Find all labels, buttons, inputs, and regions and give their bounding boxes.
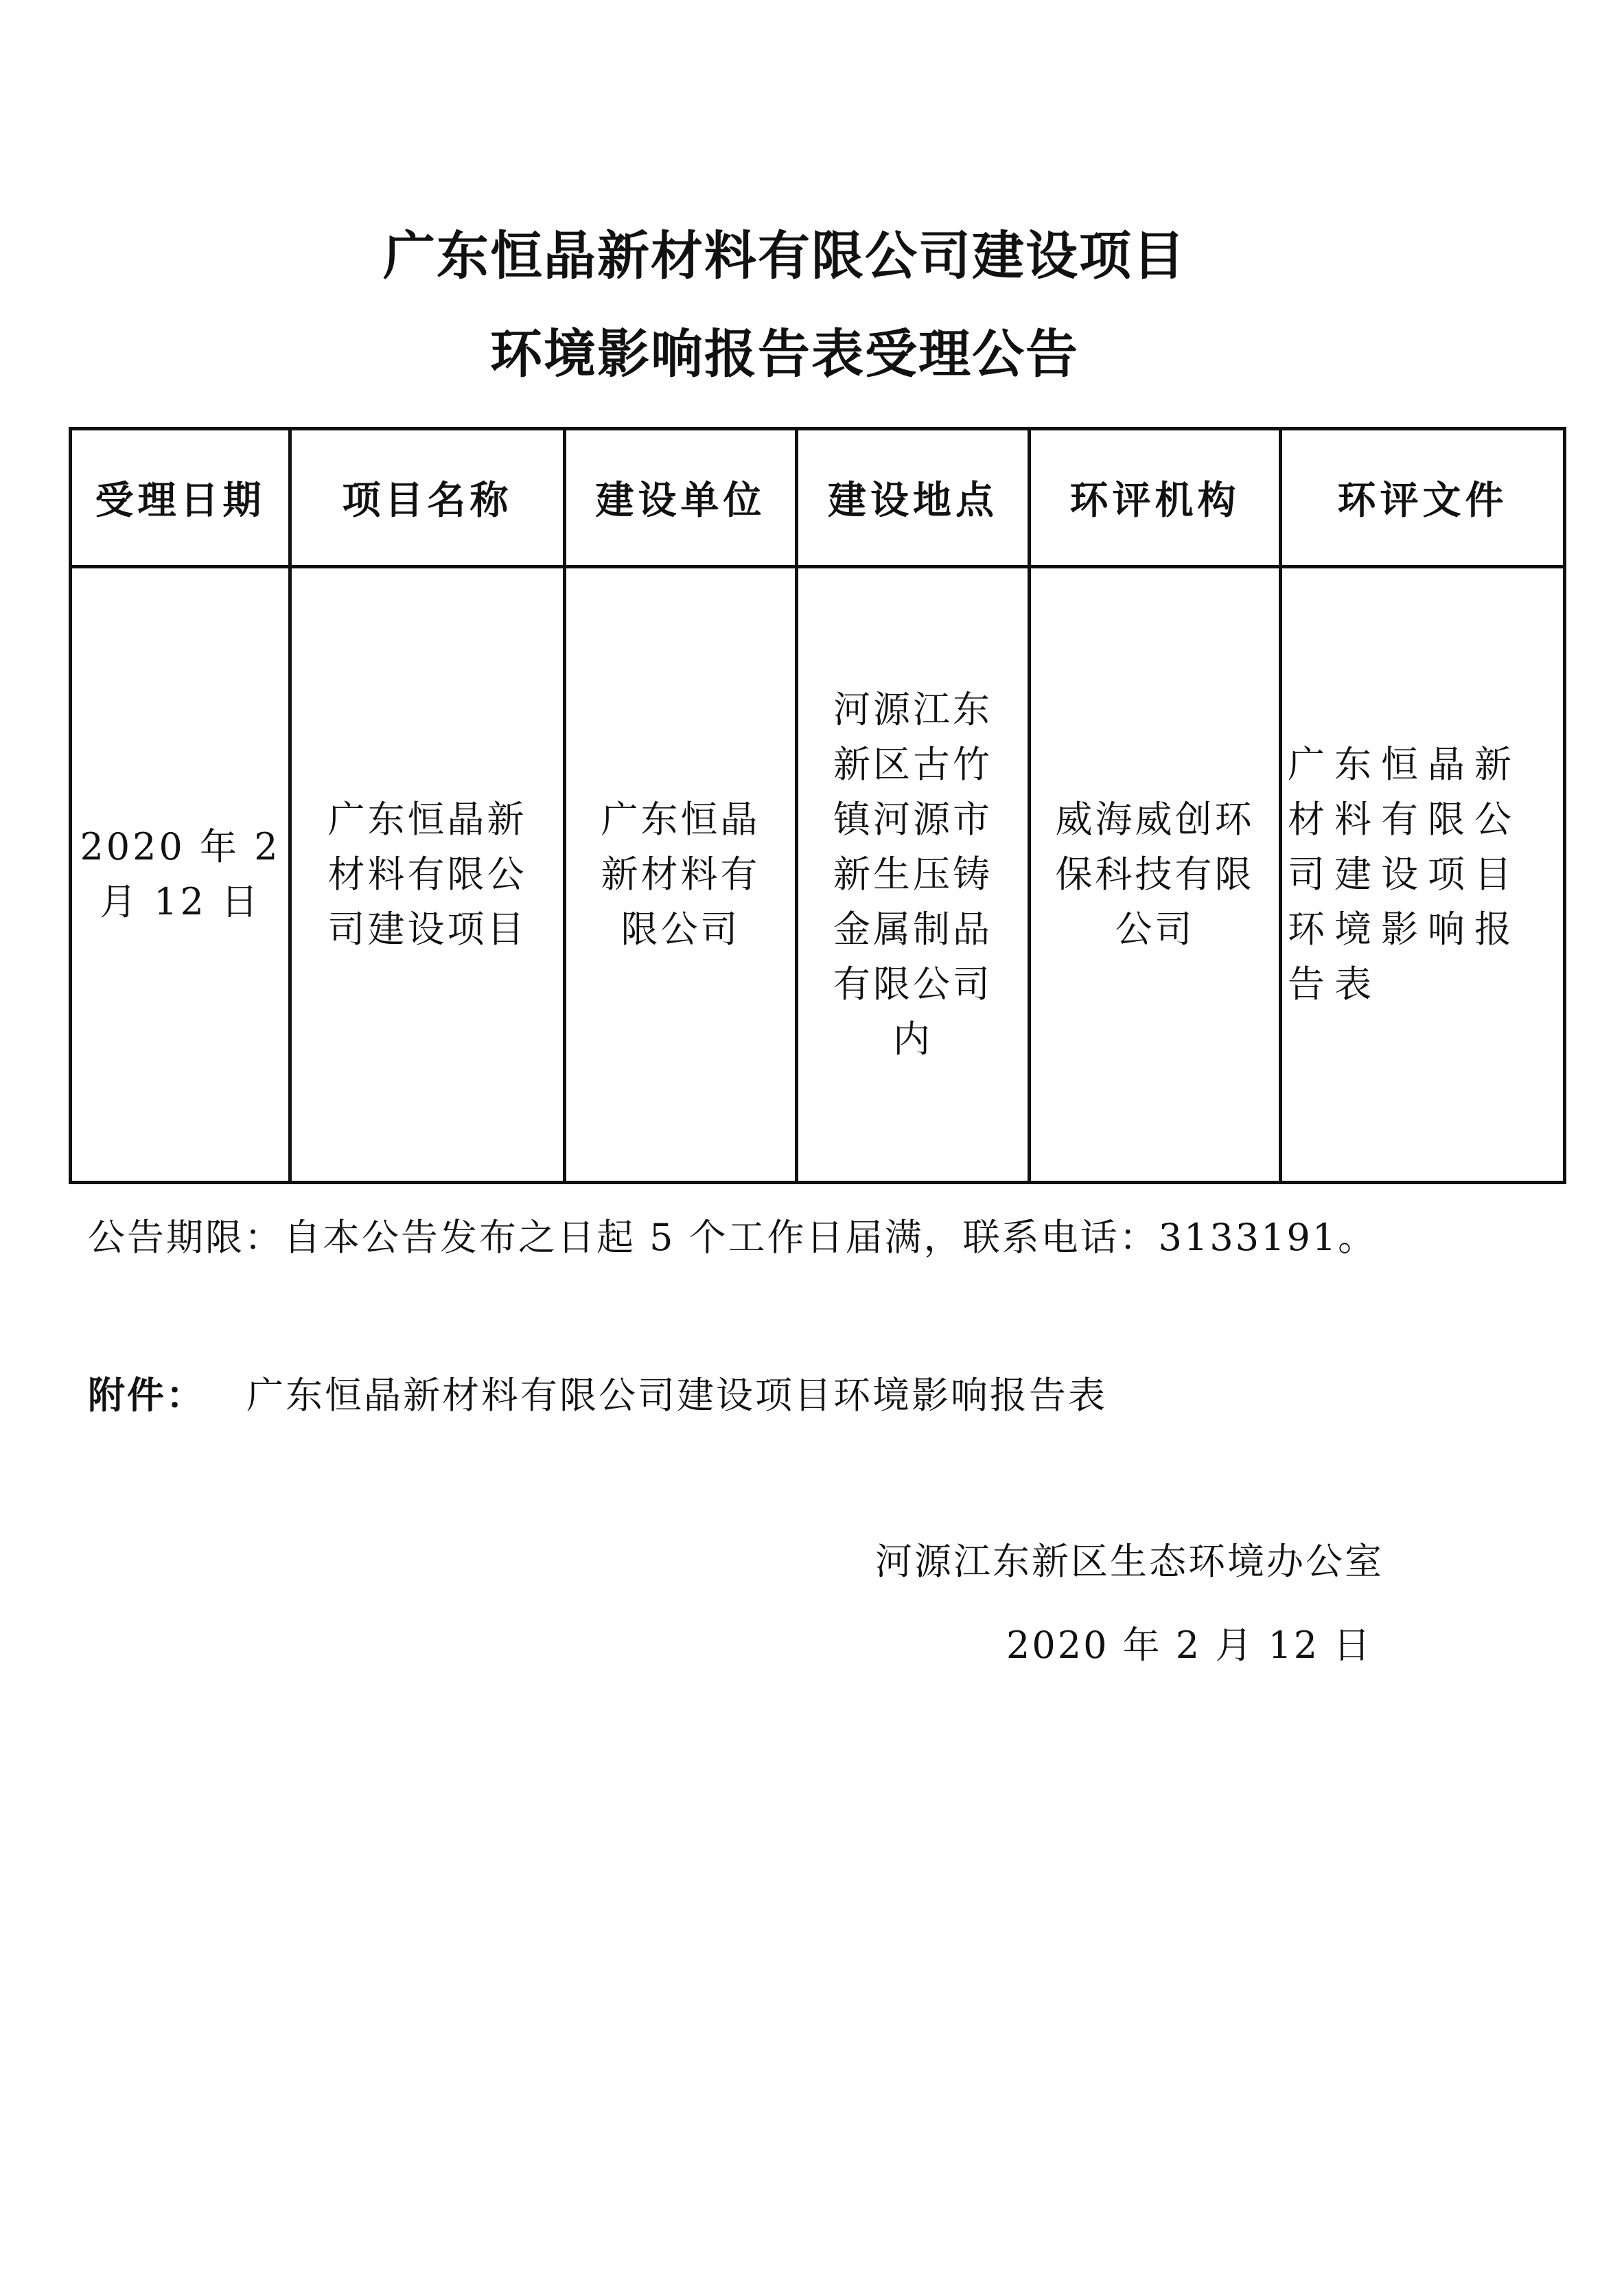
cell-line: 新生压铸 [833, 853, 993, 896]
issuing-office: 河源江东新区生态环境办公室 [875, 1540, 1384, 1583]
cell-line: 威海威创环 [1055, 798, 1255, 841]
attachment-label: 附件： [88, 1374, 205, 1417]
cell-line: 新区古竹 [833, 743, 993, 786]
notice-period-text: 公告期限：自本公告发布之日起 5 个工作日届满，联系电话：3133191。 [88, 1216, 1378, 1259]
cell-line: 镇河源市 [833, 798, 993, 841]
cell-eia-agency [1030, 567, 1281, 1183]
cell-eia-document [1281, 567, 1565, 1183]
header-eia-agency: 环评机构 [1030, 429, 1281, 567]
cell-line: 月 12 日 [99, 880, 262, 923]
cell-line: 金属制品 [833, 908, 993, 951]
cell-line: 2020 年 2 [80, 825, 281, 868]
attachment-line [88, 1366, 1107, 1419]
cell-line: 河源江东 [833, 688, 993, 731]
issue-date: 2020 年 2 月 12 日 [1006, 1624, 1373, 1667]
cell-construction-site [797, 567, 1030, 1183]
header-acceptance-date: 受理日期 [71, 429, 290, 567]
cell-line: 司建设项目 [327, 908, 527, 951]
attachment-link[interactable]: 广东恒晶新材料有限公司建设项目环境影响报告表 [246, 1374, 1107, 1417]
header-project-name: 项目名称 [290, 429, 565, 567]
cell-line: 司建设项目 [1288, 853, 1521, 896]
header-construction-unit: 建设单位 [565, 429, 797, 567]
cell-line: 广东恒晶 [601, 798, 761, 841]
cell-line: 内 [893, 1017, 933, 1061]
cell-line: 材料有限公 [327, 853, 527, 896]
cell-line: 广东恒晶新 [1288, 743, 1521, 786]
cell-line: 材料有限公 [1288, 798, 1521, 841]
table-row [71, 567, 1565, 1183]
cell-construction-unit [565, 567, 797, 1183]
header-eia-document: 环评文件 [1281, 429, 1565, 567]
cell-line: 广东恒晶新 [327, 798, 527, 841]
cell-line: 有限公司 [833, 962, 993, 1006]
cell-acceptance-date [71, 567, 290, 1183]
table-header-row [71, 429, 1565, 567]
cell-project-name [290, 567, 565, 1183]
cell-line: 环境影响报 [1288, 908, 1521, 951]
cell-line: 新材料有 [601, 853, 761, 896]
cell-line: 保科技有限 [1055, 853, 1255, 896]
document-title-line1: 广东恒晶新材料有限公司建设项目 [383, 225, 1186, 286]
cell-line: 告表 [1288, 962, 1381, 1006]
header-construction-site: 建设地点 [797, 429, 1030, 567]
cell-line: 公司 [1115, 908, 1195, 951]
document-title-line2: 环境影响报告表受理公告 [490, 323, 1079, 384]
acceptance-table [69, 427, 1566, 1184]
cell-line: 限公司 [620, 908, 741, 951]
